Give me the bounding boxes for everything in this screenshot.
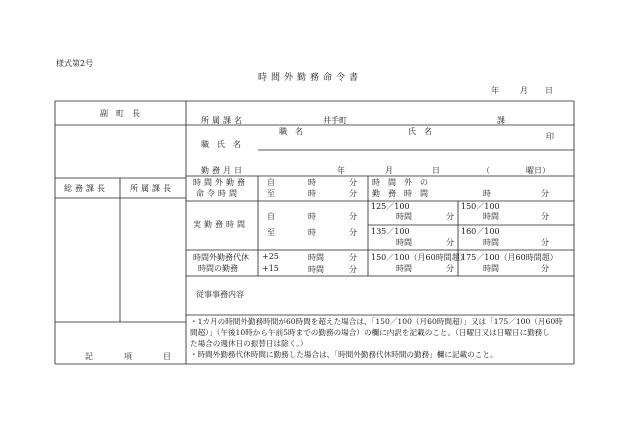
ot-hours-minute: 分 [541,189,549,198]
comp-rate-175: 175／100（月60時間超） [461,253,558,262]
work-date-month: 月 [385,166,393,175]
ot-from-hour: 時 [308,178,316,187]
work-date-label: 勤務月日 [201,166,245,175]
rate-160: 160／100 [461,227,500,236]
header-month: 月 [520,86,528,95]
ot-from: 自 [267,178,275,187]
ot-to-hour: 時 [308,189,316,198]
comp-rate-175-minute: 分 [541,264,549,273]
ot-order-label-1: 時間外勤務 [193,178,248,187]
weekday-open-paren: （ [482,166,490,175]
rate-135: 135／100 [371,227,410,236]
actual-work-label: 実勤務時間 [193,220,248,229]
actual-to-minute: 分 [349,228,357,237]
comp-label-1: 時間外勤務代休 [193,253,249,262]
rate-135-minute: 分 [446,238,454,247]
comp-label-2: 時間の勤務 [198,264,238,273]
weekday-label: 曜日） [526,166,550,175]
duties-label: 従事事務内容 [196,290,244,299]
comp-rate-175-hours: 時間 [483,264,499,273]
rate-160-minute: 分 [541,238,549,247]
note-line: 間超）」（午後10時から午前5時までの勤務の場合）の欄に内訳を記載のこと。（日曜日又は日曜日に勤務し [190,328,550,337]
department-chief-label: 所属課長 [130,184,174,193]
comp-rate-150-hours: 時間 [396,264,412,273]
header-year: 年 [491,86,499,95]
header-day: 日 [545,86,553,95]
rate-125-hours: 時間 [396,212,412,221]
work-date-day: 日 [432,166,440,175]
rank-label: 職 名 [279,127,303,136]
notes-label: 記 項 目 [85,352,176,361]
actual-to: 至 [267,228,275,237]
comp-plus25: +25 [262,252,279,261]
actual-from-hour: 時 [308,212,316,221]
vice-mayor-label: 副 町 長 [100,109,140,118]
department-suffix: 課 [497,116,505,125]
department-value: 井手町 [323,116,347,125]
ot-hours-label-1: 時 間 外 の [372,178,428,187]
note-line: た場合の週休日の振替日は除く。） [190,339,308,348]
comp-plus15-hours: 時間 [308,265,324,274]
rate-125-minute: 分 [446,212,454,221]
comp-rate-150: 150／100（月60時間超） [371,253,468,262]
comp-plus25-minute: 分 [349,253,357,262]
ot-order-label-2: 命令時間 [196,189,240,198]
comp-plus15: +15 [262,264,279,273]
actual-from: 自 [267,212,275,221]
general-affairs-chief-label: 総務課長 [64,184,108,193]
ot-to-minute: 分 [349,189,357,198]
actual-to-hour: 時 [308,228,316,237]
form-number: 様式第2号 [56,59,94,68]
note-line: ・1カ月の時間外勤務時間が60時間を超えた場合は、「150／100（月60時間超）」又は「175／100（月60時 [190,317,563,326]
rate-135-hours: 時間 [396,238,412,247]
comp-rate-150-minute: 分 [446,264,454,273]
rate-160-hours: 時間 [483,238,499,247]
work-date-year: 年 [337,166,345,175]
rate-125: 125／100 [371,202,410,211]
ot-to: 至 [267,189,275,198]
ot-hours-label-2: 勤 務 時 間 [372,189,428,198]
rank-name-label: 職 氏 名 [201,140,241,149]
rate-150-minute: 分 [541,212,549,221]
document-title: 時間外勤務命令書 [258,73,363,83]
actual-from-minute: 分 [349,212,357,221]
department-label: 所属課名 [201,116,245,125]
comp-plus25-hours: 時間 [308,253,324,262]
name-label: 氏 名 [408,127,432,136]
rate-150-hours: 時間 [483,212,499,221]
ot-hours-hour: 時 [483,189,491,198]
comp-plus15-minute: 分 [349,265,357,274]
seal-mark: 印 [546,132,554,141]
rate-150: 150／100 [461,202,500,211]
note-line: ・時間外勤務代休時間に勤務した場合は、「時間外勤務代休時間の勤務」欄に記載のこと。 [190,350,498,359]
ot-from-minute: 分 [349,178,357,187]
